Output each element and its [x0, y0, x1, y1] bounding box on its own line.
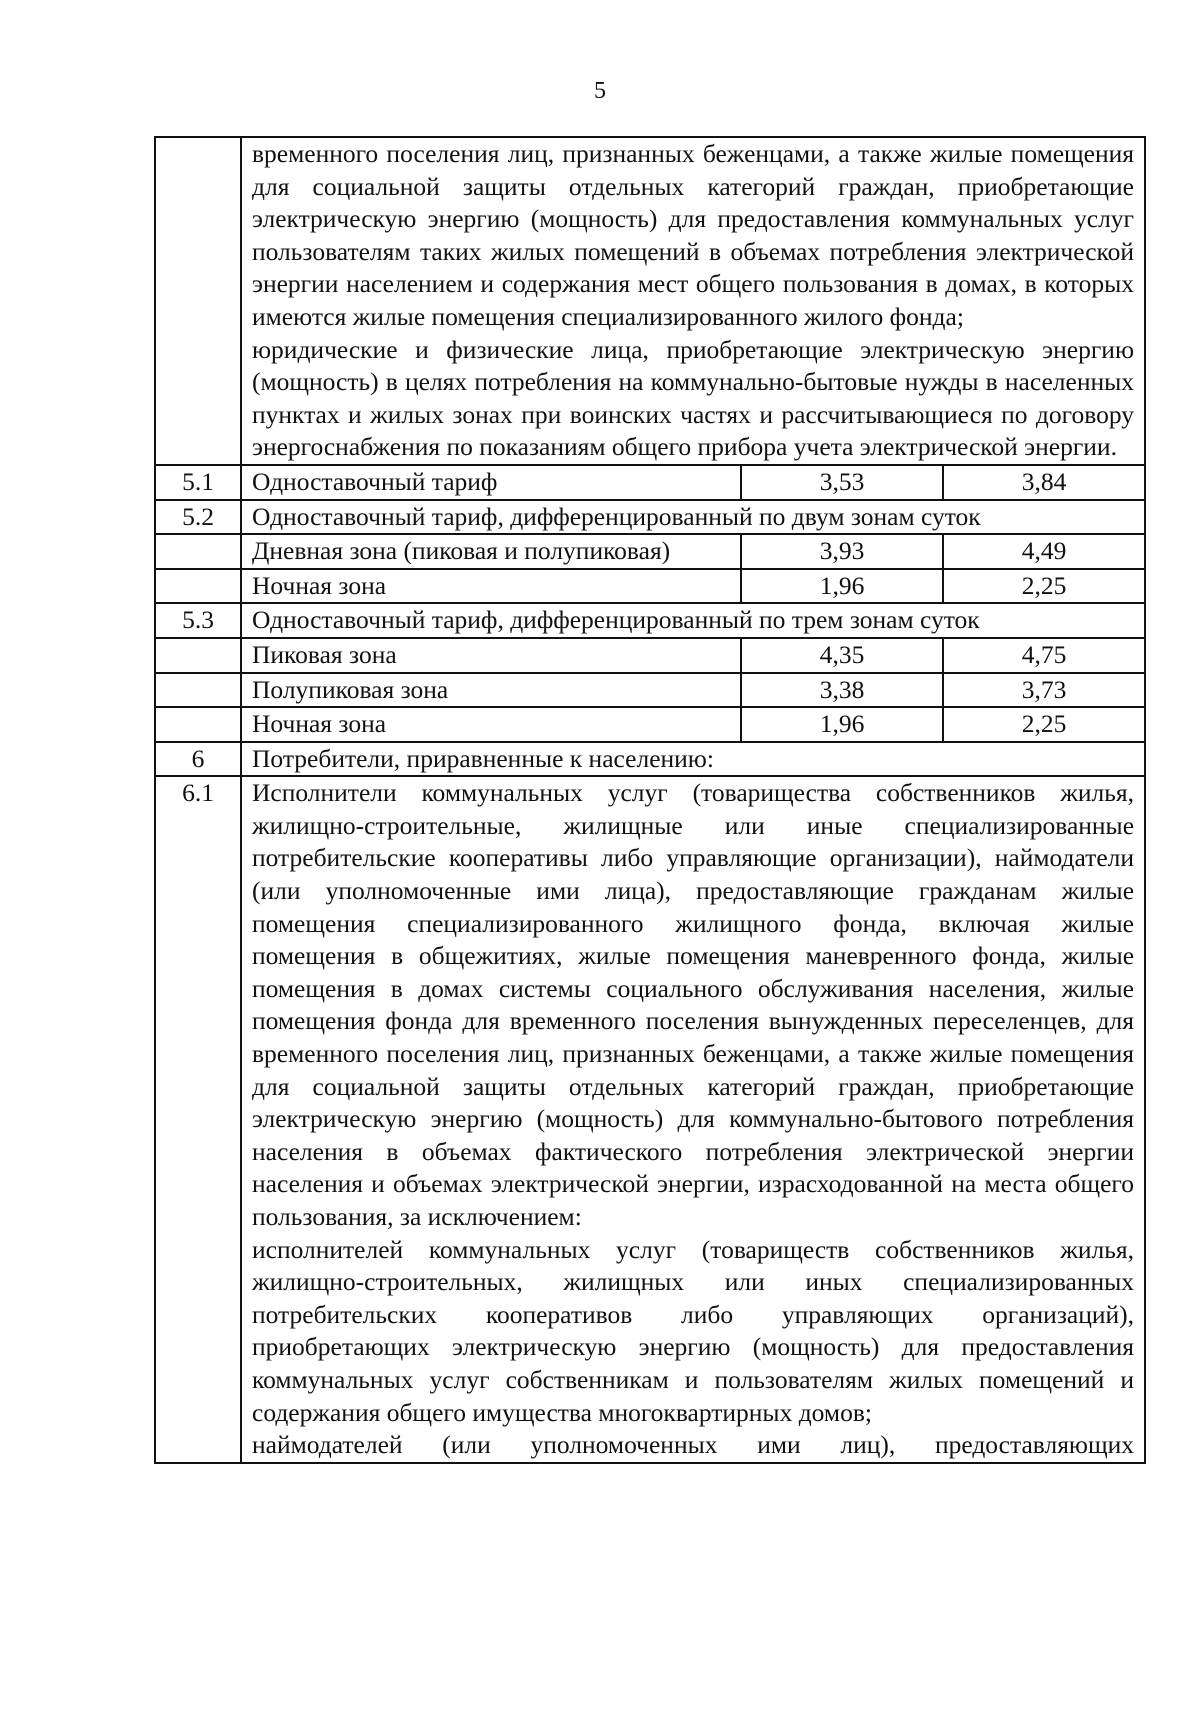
- tariff-value-1: 1,96: [741, 569, 943, 604]
- tariff-value-2: 3,84: [943, 465, 1145, 500]
- section-label: Потребители, приравненные к населению:: [241, 742, 1145, 777]
- row-number: [155, 673, 241, 708]
- row-number: [155, 569, 241, 604]
- row-number: 5.2: [155, 500, 241, 535]
- paragraph: Исполнители коммунальных услуг (товарищества собственников жилья, жилищно-строительные, жилищные или иные специализированные потребительские кооперативы либо управляющие организации), наймодатели (или уполномоченные ими лица), предоставляющие гражданам жилые помещения специализированного жилищного фонда, включая жилые помещения в общежитиях, жилые помещения маневренного фонда, жилые помещения в домах системы социального обслуживания населения, жилые помещения фонда для временного поселения вынужденных переселенцев, для временного поселения лиц, признанных беженцами, а также жилые помещения для социальной защиты отдельных категорий граждан, приобретающие электрическую энергию (мощность) для коммунально-бытового потребления населения в объемах фактического потребления электрической энергии населения и объемах электрической энергии, израсходованной на места общего пользования, за исключением:: [252, 778, 1135, 1231]
- zone-label: Ночная зона: [241, 569, 741, 604]
- tariff-group-label: Одноставочный тариф, дифференцированный по двум зонам суток: [241, 500, 1145, 535]
- paragraph: наймодателей (или уполномоченных ими лиц), предоставляющих: [252, 1430, 1135, 1460]
- paragraph: юридические и физические лица, приобретающие электрическую энергию (мощность) в целях потребления на коммунально-бытовые нужды в населенных пунктах и жилых зонах при воинских частях и рассчитывающиеся по договору энергоснабжения по показаниям общего прибора учета электрической энергии.: [252, 334, 1135, 462]
- continuation-description: [241, 137, 1145, 465]
- row-number: 6: [155, 742, 241, 777]
- tariff-value-2: 2,25: [943, 569, 1145, 604]
- tariff-label: Одноставочный тариф: [241, 465, 741, 500]
- tariff-value-2: 3,73: [943, 673, 1145, 708]
- tariff-value-1: 3,93: [741, 534, 943, 569]
- tariff-value-1: 3,53: [741, 465, 943, 500]
- table-row: [155, 707, 1145, 742]
- table-row: [155, 569, 1145, 604]
- row-number: 6.1: [155, 776, 241, 1462]
- zone-label: Пиковая зона: [241, 638, 741, 673]
- zone-label: Ночная зона: [241, 707, 741, 742]
- tariff-value-1: 1,96: [741, 707, 943, 742]
- tariff-table: [154, 136, 1146, 1464]
- table-row: [155, 534, 1145, 569]
- paragraph: исполнителей коммунальных услуг (товариществ собственников жилья, жилищно-строительных, жилищных или иных специализированных потребительских кооперативов либо управляющих организаций), приобретающих электрическую энергию (мощность) для предоставления коммунальных услуг собственникам и пользователям жилых помещений и содержания общего имущества многоквартирных домов;: [252, 1234, 1135, 1427]
- tariff-value-1: 3,38: [741, 673, 943, 708]
- tariff-value-2: 2,25: [943, 707, 1145, 742]
- table-row: [155, 137, 1145, 465]
- table-row: [155, 673, 1145, 708]
- row-number: [155, 638, 241, 673]
- zone-label: Полупиковая зона: [241, 673, 741, 708]
- row-number: 5.3: [155, 603, 241, 638]
- tariff-value-2: 4,75: [943, 638, 1145, 673]
- table-row: [155, 465, 1145, 500]
- row-number: 5.1: [155, 465, 241, 500]
- tariff-group-label: Одноставочный тариф, дифференцированный по трем зонам суток: [241, 603, 1145, 638]
- row-number: [155, 707, 241, 742]
- zone-label: Дневная зона (пиковая и полупиковая): [241, 534, 741, 569]
- paragraph: временного поселения лиц, признанных беженцами, а также жилые помещения для социальной защиты отдельных категорий граждан, приобретающие электрическую энергию (мощность) для предоставления коммунальных услуг пользователям таких жилых помещений в объемах потребления электрической энергии населением и содержания мест общего пользования в домах, в которых имеются жилые помещения специализированного жилого фонда;: [252, 139, 1135, 331]
- row-number: [155, 137, 241, 465]
- table-row: [155, 500, 1145, 535]
- table-row: [155, 638, 1145, 673]
- page-number: 5: [594, 78, 606, 104]
- consumer-description: [241, 776, 1145, 1462]
- row-number: [155, 534, 241, 569]
- tariff-value-2: 4,49: [943, 534, 1145, 569]
- table-row: [155, 603, 1145, 638]
- tariff-value-1: 4,35: [741, 638, 943, 673]
- table-row: [155, 742, 1145, 777]
- table-row: [155, 776, 1145, 1462]
